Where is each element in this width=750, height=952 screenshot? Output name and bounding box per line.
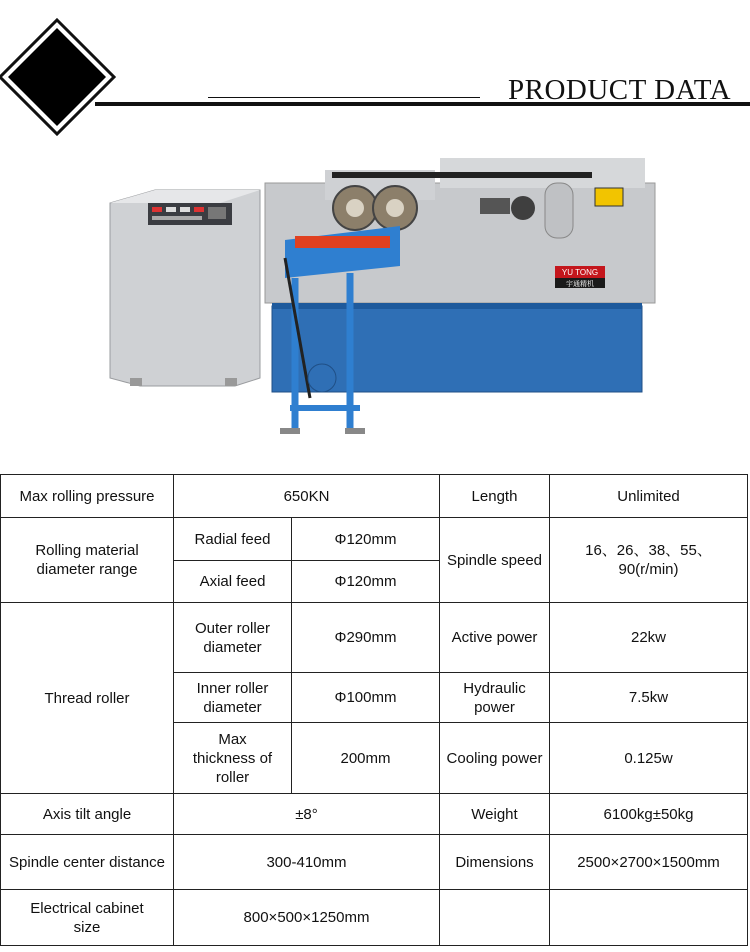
dimensions-label: Dimensions [440, 835, 550, 890]
page-header [0, 0, 750, 140]
outer-roller-label: Outer roller diameter [174, 603, 292, 673]
axis-tilt-label: Axis tilt angle [1, 794, 174, 835]
table-row [1, 518, 748, 561]
max-thickness-value: 200mm [292, 723, 440, 794]
outer-roller-value: Φ290mm [292, 603, 440, 673]
axial-feed-value: Φ120mm [292, 561, 440, 603]
rolling-material-label: Rolling material diameter range [1, 518, 174, 603]
max-rolling-pressure-label: Max rolling pressure [1, 475, 174, 518]
cooling-power-label: Cooling power [440, 723, 550, 794]
table-row [1, 794, 748, 835]
cabinet-size-value: 800×500×1250mm [174, 890, 440, 946]
diamond-logo-icon [0, 18, 116, 136]
radial-feed-value: Φ120mm [292, 518, 440, 561]
control-cabinet [110, 190, 260, 386]
brand-label-cn: 宇通精机 [566, 280, 594, 288]
table-row [1, 890, 748, 946]
thread-rolling-machine-image [100, 128, 660, 458]
inner-roller-value: Φ100mm [292, 673, 440, 723]
hydraulic-power-label: Hydraulic power [440, 673, 550, 723]
hydraulic-power-value: 7.5kw [550, 673, 748, 723]
cooling-power-value: 0.125w [550, 723, 748, 794]
thread-roller-label: Thread roller [1, 603, 174, 794]
brand-label: YU TONG [561, 268, 599, 277]
page-title: PRODUCT DATA [508, 74, 732, 106]
empty-value-cell [550, 890, 748, 946]
dimensions-value: 2500×2700×1500mm [550, 835, 748, 890]
length-label: Length [440, 475, 550, 518]
weight-value: 6100kg±50kg [550, 794, 748, 835]
axial-feed-label: Axial feed [174, 561, 292, 603]
max-thickness-label: Max thickness of roller [174, 723, 292, 794]
table-row [1, 475, 748, 518]
axis-tilt-value: ±8° [174, 794, 440, 835]
spindle-center-value: 300-410mm [174, 835, 440, 890]
length-value: Unlimited [550, 475, 748, 518]
table-row [1, 835, 748, 890]
weight-label: Weight [440, 794, 550, 835]
max-rolling-pressure-value: 650KN [174, 475, 440, 518]
inner-roller-label: Inner roller diameter [174, 673, 292, 723]
product-data-table [0, 474, 748, 946]
spindle-speed-label: Spindle speed [440, 518, 550, 603]
active-power-value: 22kw [550, 603, 748, 673]
title-underline-thin [208, 97, 480, 98]
radial-feed-label: Radial feed [174, 518, 292, 561]
empty-label-cell [440, 890, 550, 946]
spindle-speed-value: 16、26、38、55、90(r/min) [550, 518, 748, 603]
active-power-label: Active power [440, 603, 550, 673]
cabinet-size-label: Electrical cabinet size [1, 890, 174, 946]
table-row [1, 603, 748, 673]
spindle-center-label: Spindle center distance [1, 835, 174, 890]
